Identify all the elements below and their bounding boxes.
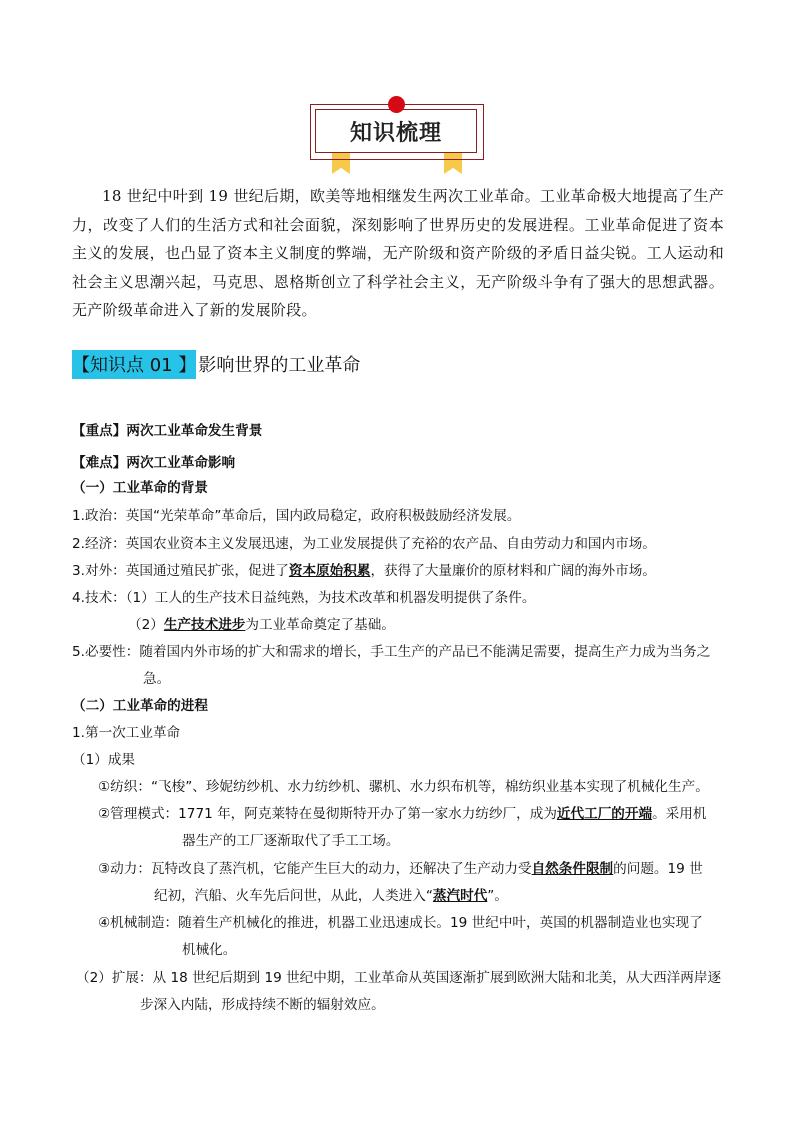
bg-necessity-1: 5.必要性：随着国内外市场的扩大和需求的增长，手工生产的产品已不能满足需要，提高生产力成为当务之: [72, 644, 711, 660]
section1-title: （一）工业革命的背景: [72, 480, 208, 496]
bg-tech-2-a: （2）: [128, 617, 164, 633]
intro-paragraph: [72, 182, 724, 325]
pin-icon: [388, 96, 405, 113]
result-management-1: [98, 802, 706, 822]
knowledge-point-title: 影响世界的工业革命: [198, 355, 361, 376]
power2-highlight: 蒸汽时代: [432, 888, 488, 904]
bg-foreign: [72, 559, 656, 579]
banner-inner-frame: [315, 109, 477, 153]
results-heading: （1）成果: [72, 752, 136, 768]
bg-tech-1: 4.技术：（1）工人的生产技术日益纯熟，为技术改革和机器发明提供了条件。: [72, 590, 536, 606]
expansion-2: 步深入内陆，形成持续不断的辐射效应。: [140, 997, 385, 1013]
result-power-1: [98, 857, 703, 877]
power-a: ③动力：瓦特改良了蒸汽机，它能产生巨大的动力，还解决了生产动力受: [98, 861, 532, 877]
bg-necessity-2: 急。: [143, 671, 171, 687]
result-machinery-1: ④机械制造：随着生产机械化的推进，机器工业迅速成长。19 世纪中叶，英国的机器制造业也实现了: [98, 915, 703, 931]
bg-tech-2-highlight: 生产技术进步: [163, 617, 246, 633]
bg-foreign-highlight: 资本原始积累: [288, 563, 371, 579]
power-highlight: 自然条件限制: [531, 861, 614, 877]
key-point: 【重点】两次工业革命发生背景: [72, 423, 263, 439]
bg-tech-2: [128, 613, 395, 633]
power2-b: ”。: [487, 888, 508, 904]
bg-foreign-a: 3.对外：英国通过殖民扩张，促进了: [72, 563, 289, 579]
section-banner: [310, 104, 484, 160]
mgmt-highlight: 近代工厂的开端: [556, 806, 653, 822]
bg-politics: 1.政治：英国“光荣革命”革命后，国内政局稳定，政府积极鼓励经济发展。: [72, 508, 521, 524]
difficult-point: 【难点】两次工业革命影响: [72, 455, 236, 471]
expansion-1: （2）扩展：从 18 世纪后期到 19 世纪中期，工业革命从英国逐渐扩展到欧洲大陆和北美，从大西洋两岸逐: [76, 970, 722, 986]
bg-economy: 2.经济：英国农业资本主义发展迅速，为工业发展提供了充裕的农产品、自由劳动力和国内市场。: [72, 536, 656, 552]
intro-text: 18 世纪中叶到 19 世纪后期，欧美等地相继发生两次工业革命。工业革命极大地提高了生产力，改变了人们的生活方式和社会面貌，深刻影响了世界历史的发展进程。工业革命促进了资本主义的发展，也凸显了资本主义制度的弊端，无产阶级和资产阶级的矛盾日益尖锐。工人运动和社会主义思潮兴起，马克思、恩格斯创立了科学社会主义，无产阶级斗争有了强大的思想武器。无产阶级革命进入了新的发展阶段。: [72, 187, 724, 320]
power2-a: 纪初，汽船、火车先后问世，从此，人类进入“: [154, 888, 433, 904]
result-power-2: [154, 884, 508, 904]
power-b: 的问题。19 世: [613, 861, 703, 877]
banner-title: 知识梳理: [349, 120, 442, 146]
first-revolution: 1.第一次工业革命: [72, 725, 181, 741]
mgmt-a: ②管理模式：1771 年，阿克莱特在曼彻斯特开办了第一家水力纺纱厂，成为: [98, 806, 557, 822]
knowledge-point-tag: 【知识点 01 】: [72, 350, 196, 379]
result-textile: ①纺织：“飞梭”、珍妮纺纱机、水力纺纱机、骡机、水力织布机等，棉纺织业基本实现了机械化生产。: [98, 779, 709, 795]
section2-title: （二）工业革命的进程: [72, 698, 208, 714]
result-machinery-2: 机械化。: [182, 942, 237, 958]
bg-foreign-b: ，获得了大量廉价的原材料和广阔的海外市场。: [370, 563, 656, 579]
result-management-2: 器生产的工厂逐渐取代了手工工场。: [182, 833, 400, 849]
mgmt-b: 。采用机: [652, 806, 707, 822]
bg-tech-2-b: 为工业革命奠定了基础。: [245, 617, 395, 633]
knowledge-point-heading: [72, 351, 360, 377]
